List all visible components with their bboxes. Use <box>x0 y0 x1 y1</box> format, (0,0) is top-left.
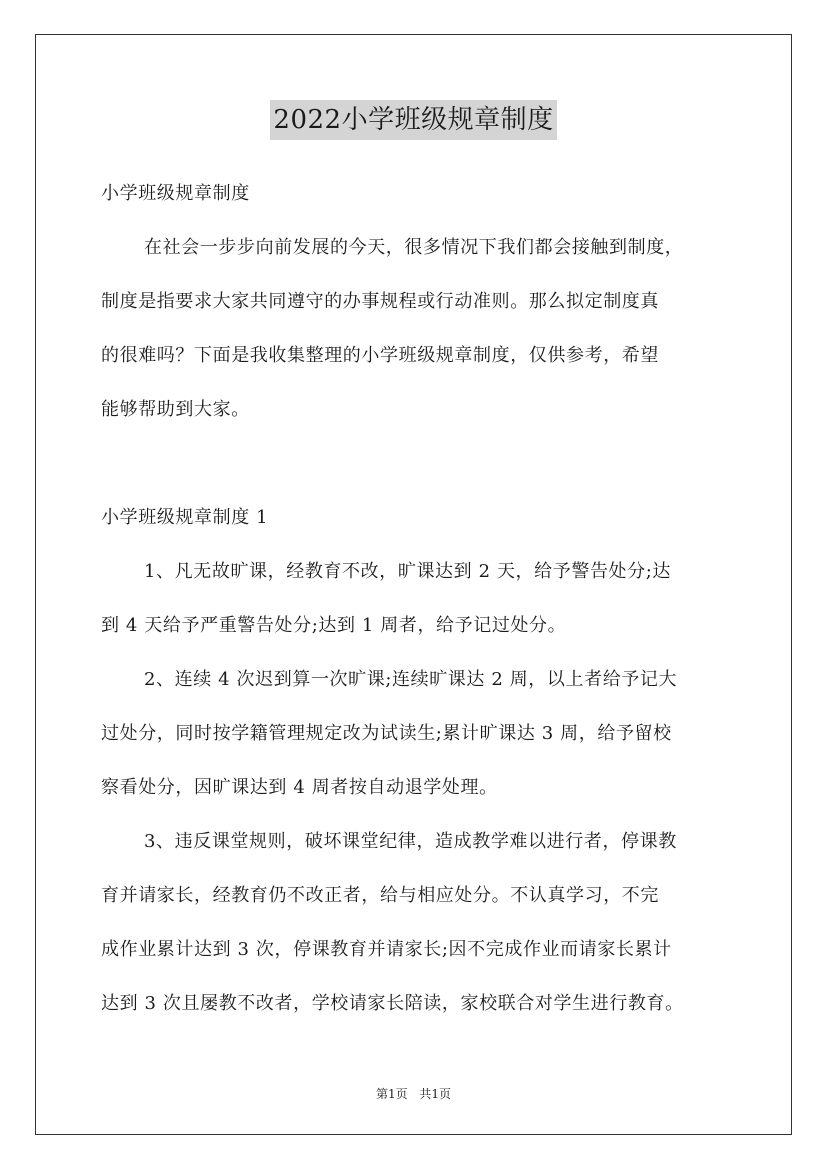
rule-item-3-line: 达到 3 次且屡教不改者，学校请家长陪读，家校联合对学生进行教育。 <box>101 993 684 1014</box>
page-number-total: 共1页 <box>419 1087 452 1101</box>
rule-item-2-line: 2、连续 4 次迟到算一次旷课;连续旷课达 2 周，以上者给予记大 <box>144 669 678 690</box>
page-footer <box>0 1085 827 1102</box>
title-container <box>0 100 827 140</box>
rule-item-3-line: 3、违反课堂规则，破坏课堂纪律，造成教学难以进行者，停课教 <box>144 831 677 852</box>
document-body <box>101 176 729 1040</box>
document-title: 2022小学班级规章制度 <box>270 100 556 140</box>
intro-line: 在社会一步步向前发展的今天，很多情况下我们都会接触到制度， <box>144 237 684 258</box>
rule-item-2-line: 过处分，同时按学籍管理规定改为试读生;累计旷课达 3 周，给予留校 <box>101 723 672 744</box>
rule-item-2-line: 察看处分，因旷课达到 4 周者按自动退学处理。 <box>101 777 498 798</box>
rule-item-3-line: 育并请家长，经教育仍不改正者，给与相应处分。不认真学习，不完 <box>101 885 659 906</box>
intro-line: 的很难吗？下面是我收集整理的小学班级规章制度，仅供参考，希望 <box>101 345 659 366</box>
rule-item-1-line: 1、凡无故旷课，经教育不改，旷课达到 2 天，给予警告处分;达 <box>144 561 672 582</box>
rule-item-3-line: 成作业累计达到 3 次，停课教育并请家长;因不完成作业而请家长累计 <box>101 939 672 960</box>
subtitle: 小学班级规章制度 <box>101 183 250 204</box>
intro-line: 能够帮助到大家。 <box>101 399 250 420</box>
intro-line: 制度是指要求大家共同遵守的办事规程或行动准则。那么拟定制度真 <box>101 291 659 312</box>
page-number-current: 第1页 <box>375 1087 408 1101</box>
rule-item-1-line: 到 4 天给予严重警告处分;达到 1 周者，给予记过处分。 <box>101 615 567 636</box>
paragraph-gap <box>101 446 729 500</box>
section-heading: 小学班级规章制度 1 <box>101 507 269 528</box>
